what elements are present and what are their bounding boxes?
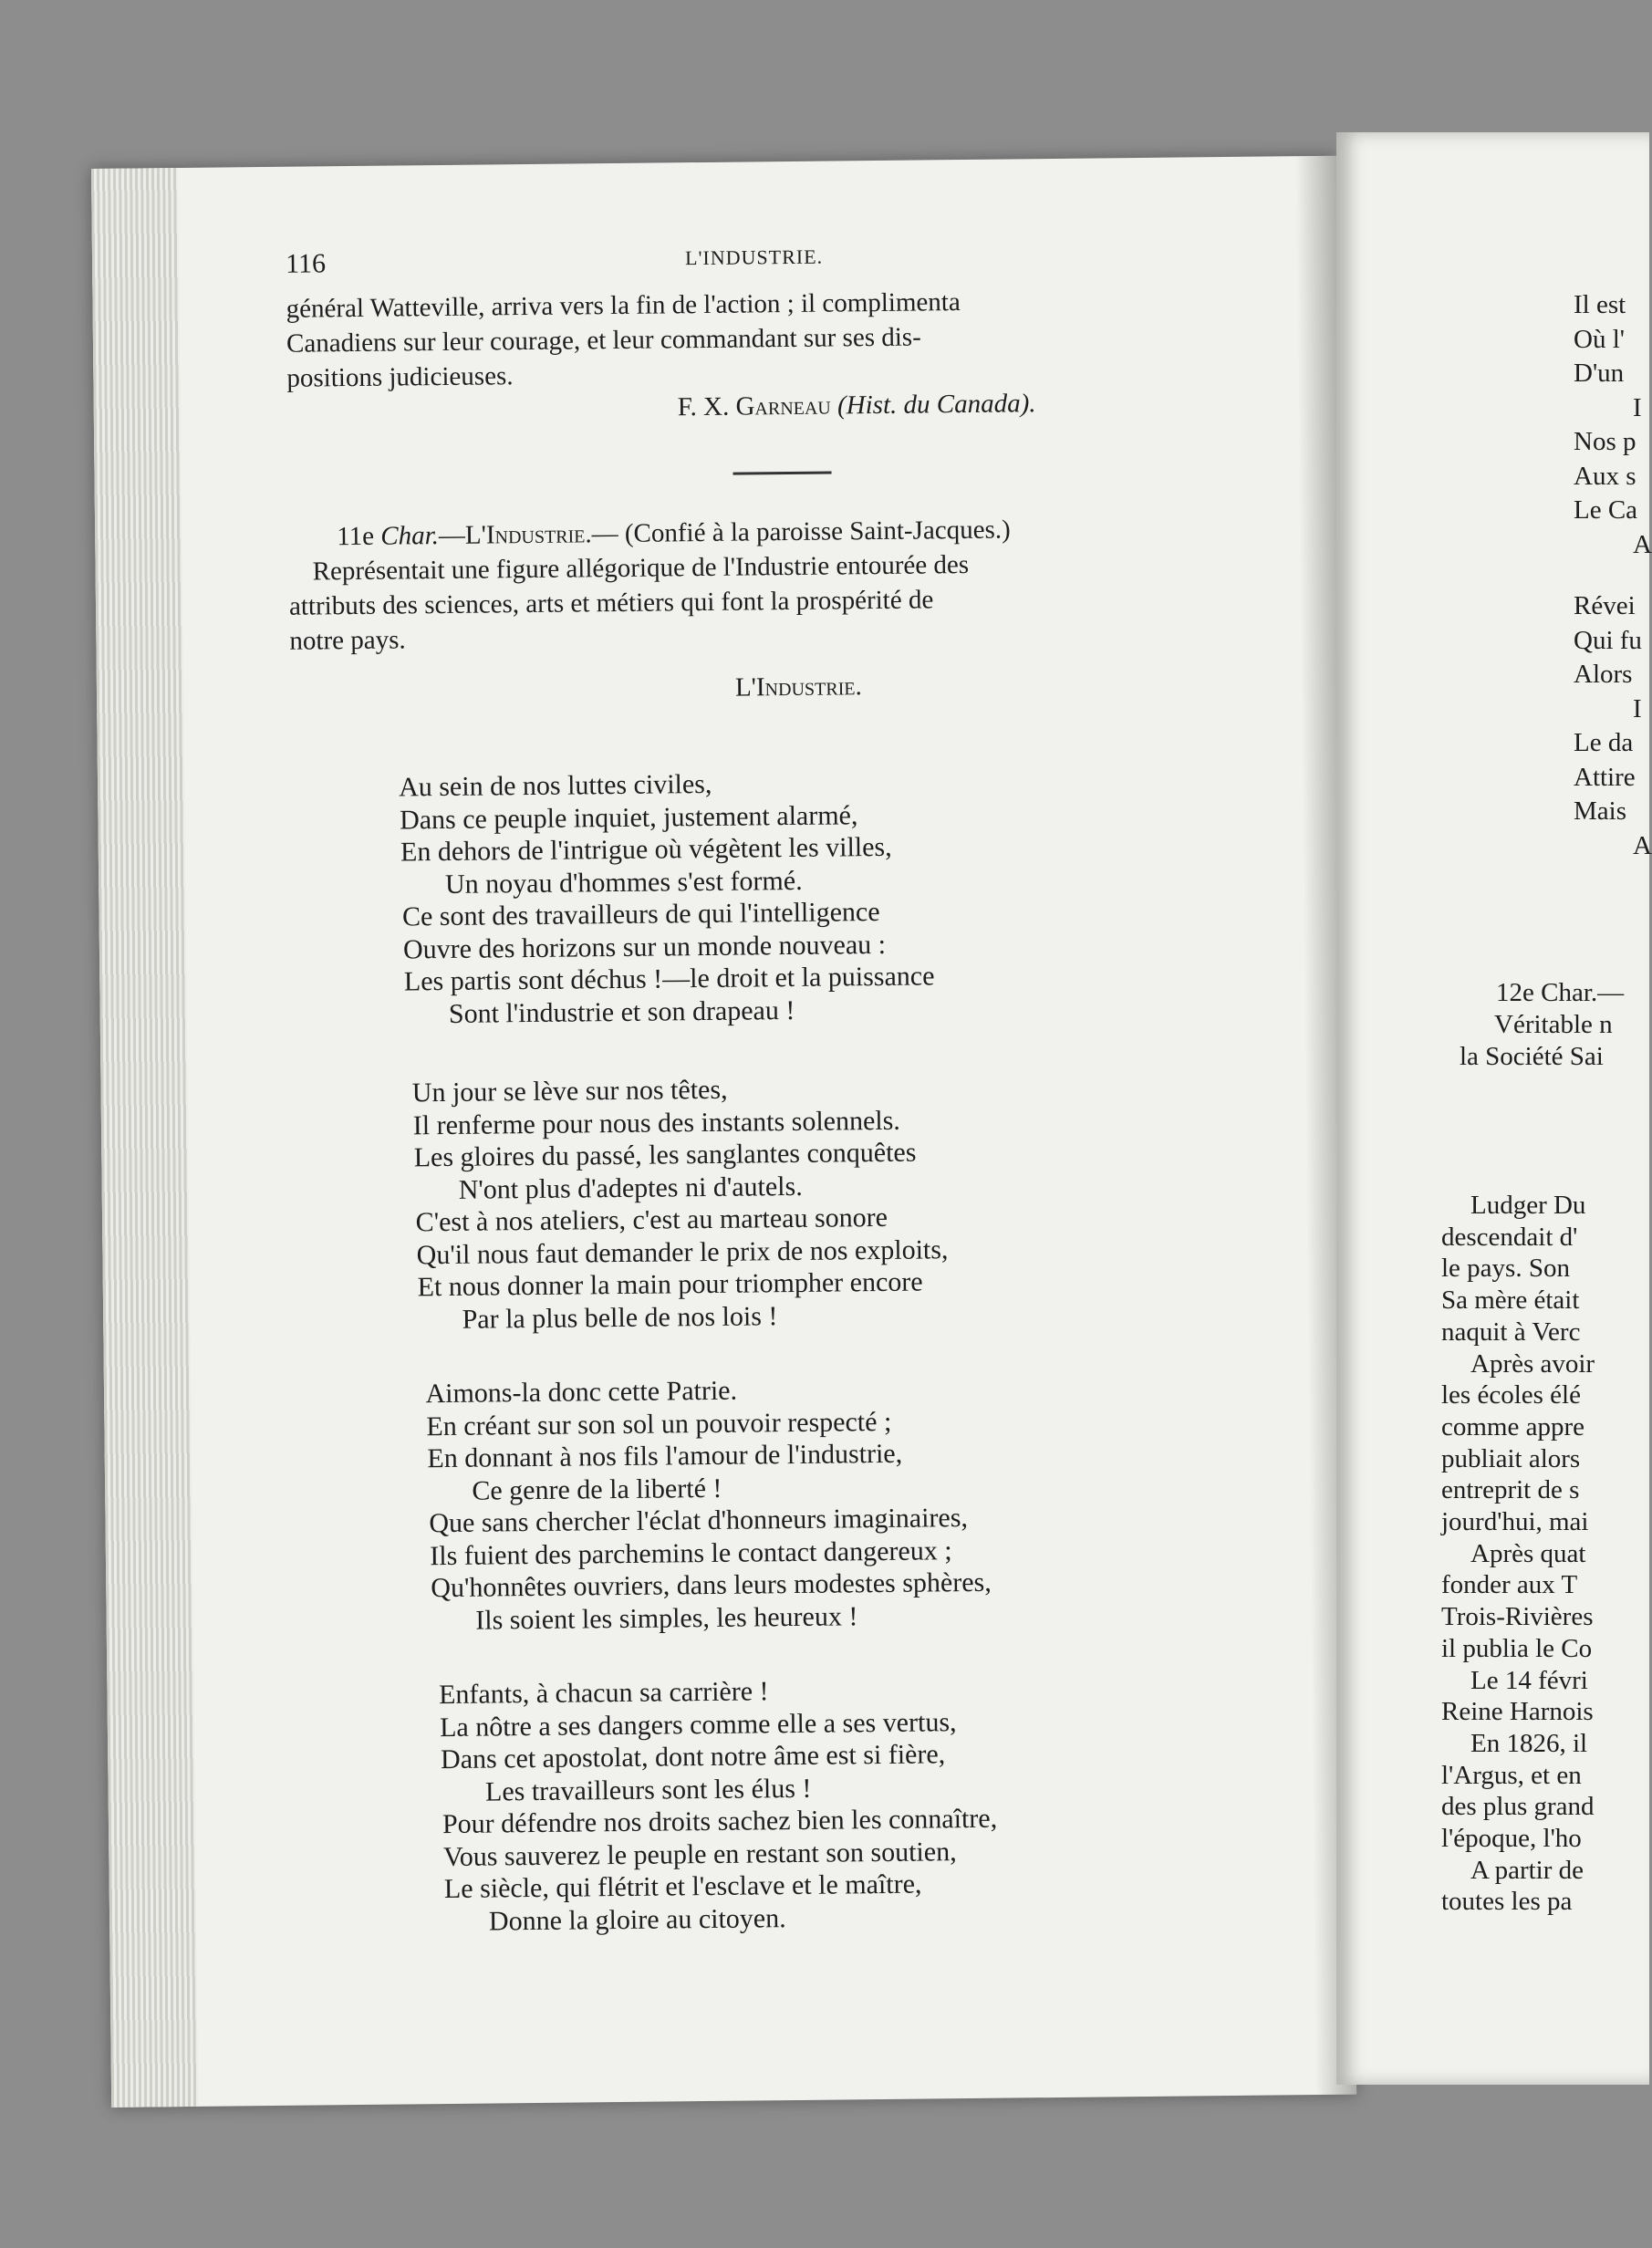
verse-line: N'ont plus d'adeptes ni d'autels.: [458, 1171, 803, 1205]
verse-line: Les partis sont déchus !—le droit et la puissance: [403, 961, 935, 997]
verse-line: En créant sur son sol un pouvoir respecté ;: [426, 1406, 892, 1441]
verse-line: Les gloires du passé, les sanglantes conquêtes: [413, 1137, 917, 1173]
right-verse-line: Mais: [1574, 796, 1626, 826]
right-char-line: la Société Sai: [1460, 1042, 1604, 1071]
right-prose-line: Après avoir: [1470, 1348, 1595, 1379]
right-verse-line: Le da: [1574, 728, 1634, 757]
char-number: 11e: [337, 521, 375, 552]
verse-line: Et nous donner la main pour triompher encore: [417, 1266, 923, 1303]
right-prose-line: jourd'hui, mai: [1441, 1507, 1589, 1536]
right-prose-line: Trois-Rivières: [1441, 1602, 1594, 1632]
right-prose-line: entreprit de s: [1441, 1475, 1580, 1505]
verse-line: Ils fuient des parchemins le contact dangereux ;: [430, 1535, 952, 1571]
right-prose-line: le pays. Son: [1441, 1254, 1570, 1284]
right-prose-line: fonder aux T: [1441, 1570, 1578, 1600]
right-verse-line: A: [1633, 529, 1652, 559]
char-title: —L'Industrie.—: [438, 518, 618, 551]
opening-line-3: positions judicieuses.: [286, 361, 514, 393]
char-note: (Confié à la paroisse Saint-Jacques.): [624, 515, 1011, 548]
right-prose-line: publiait alors: [1441, 1443, 1581, 1473]
right-verse-line: I: [1633, 693, 1642, 723]
verse-line: Le siècle, qui flétrit et l'esclave et le maître,: [443, 1868, 922, 1905]
right-char-line: Véritable n: [1494, 1010, 1613, 1039]
verse-line: Par la plus belle de nos lois !: [462, 1300, 778, 1335]
verse-line: Un noyau d'hommes s'est formé.: [444, 865, 803, 900]
right-prose-line: il publia le Co: [1441, 1633, 1593, 1663]
verse-line: Enfants, à chacun sa carrière !: [438, 1676, 769, 1711]
page-number: 116: [285, 248, 327, 279]
right-verse-line: Alors: [1574, 660, 1633, 689]
right-prose-line: l'Argus, et en: [1441, 1760, 1582, 1790]
verse-line: Au sein de nos luttes civiles,: [398, 768, 712, 803]
verse-line: Ce sont des travailleurs de qui l'intelligence: [401, 896, 880, 932]
verse-line: En dehors de l'intrigue où végètent les villes,: [400, 831, 892, 868]
verse-line: Ce genre de la liberté !: [472, 1473, 722, 1506]
verse-line: Aimons-la donc cette Patrie.: [425, 1375, 738, 1410]
right-verse-line: Le Ca: [1574, 495, 1638, 525]
verse-line: Qu'honnêtes ouvriers, dans leurs modestes sphères,: [431, 1566, 992, 1604]
right-verse-line: Attire: [1574, 762, 1636, 792]
right-prose-line: Reine Harnois: [1441, 1697, 1594, 1727]
verse-line: Ouvre des horizons sur un monde nouveau :: [402, 929, 887, 964]
char-description-2: attributs des sciences, arts et métiers qui font la prospérité de: [288, 585, 934, 621]
right-verse-line: Où l': [1574, 324, 1625, 354]
char-description-1: Représentait une figure allégorique de l'Industrie entourée des: [312, 549, 970, 587]
right-prose-line: des plus grand: [1441, 1792, 1595, 1822]
right-prose-line: Ludger Du: [1470, 1191, 1586, 1220]
verse-line: Un jour se lève sur nos têtes,: [411, 1074, 728, 1108]
verse-line: Il renferme pour nous des instants solennels.: [412, 1105, 901, 1140]
right-prose-line: l'époque, l'ho: [1441, 1824, 1582, 1853]
right-prose-line: toutes les pa: [1441, 1887, 1573, 1917]
right-verse-line: Nos p: [1574, 427, 1636, 456]
right-prose-line: comme appre: [1441, 1411, 1585, 1441]
verse-line: En donnant à nos fils l'amour de l'industrie,: [427, 1438, 903, 1474]
right-verse-line: A: [1633, 830, 1652, 860]
verse-line: Ils soient les simples, les heureux !: [475, 1600, 858, 1636]
char-label: Char.: [380, 521, 440, 551]
right-prose-line: Sa mère était: [1441, 1285, 1580, 1316]
attribution-source: (Hist. du Canada).: [836, 389, 1036, 421]
right-char-line: 12e Char.—: [1496, 978, 1625, 1007]
verse-line: Sont l'industrie et son drapeau !: [448, 994, 795, 1029]
right-prose-line: naquit à Verc: [1441, 1317, 1581, 1347]
right-verse-line: I: [1633, 392, 1642, 422]
verse-line: Pour défendre nos droits sachez bien les connaître,: [442, 1803, 998, 1840]
verse-line: Les travailleurs sont les élus !: [484, 1773, 812, 1807]
right-verse-line: Aux s: [1574, 461, 1636, 491]
attribution-author: F. X. Garneau: [677, 390, 831, 422]
opening-line-2: Canadiens sur leur courage, et leur commandant sur ses dis-: [286, 322, 921, 359]
right-prose-line: Le 14 févri: [1470, 1665, 1588, 1695]
verse-line: C'est à nos ateliers, c'est au marteau sonore: [415, 1202, 888, 1238]
right-prose-line: descendait d': [1441, 1222, 1578, 1252]
right-prose-line: En 1826, il: [1470, 1728, 1588, 1758]
right-verse-line: Il est: [1574, 290, 1626, 319]
right-prose-line: A partir de: [1470, 1855, 1584, 1885]
verse-line: Dans cet apostolat, dont notre âme est si fière,: [440, 1739, 946, 1775]
char-description-3: notre pays.: [289, 625, 406, 656]
verse-line: Que sans chercher l'éclat d'honneurs imaginaires,: [429, 1503, 969, 1539]
running-head: L'INDUSTRIE.: [684, 245, 824, 270]
right-verse-line: Qui fu: [1574, 625, 1642, 655]
poem-title: L'Industrie.: [734, 671, 862, 702]
verse-line: La nôtre a ses dangers comme elle a ses vertus,: [439, 1706, 957, 1743]
right-page: [1336, 132, 1652, 2085]
opening-line-1: général Watteville, arriva vers la fin de l'action ; il complimenta: [286, 287, 961, 324]
verse-line: Dans ce peuple inquiet, justement alarmé,: [399, 799, 858, 835]
right-verse-line: Révei: [1574, 591, 1636, 620]
verse-line: Vous sauverez le peuple en restant son soutien,: [442, 1836, 957, 1872]
right-prose-line: les écoles élé: [1441, 1380, 1581, 1410]
right-prose-line: Après quat: [1470, 1538, 1586, 1568]
right-verse-line: D'un: [1574, 359, 1625, 388]
verse-line: Qu'il nous faut demander le prix de nos exploits,: [416, 1233, 949, 1270]
verse-line: Donne la gloire au citoyen.: [488, 1902, 786, 1937]
